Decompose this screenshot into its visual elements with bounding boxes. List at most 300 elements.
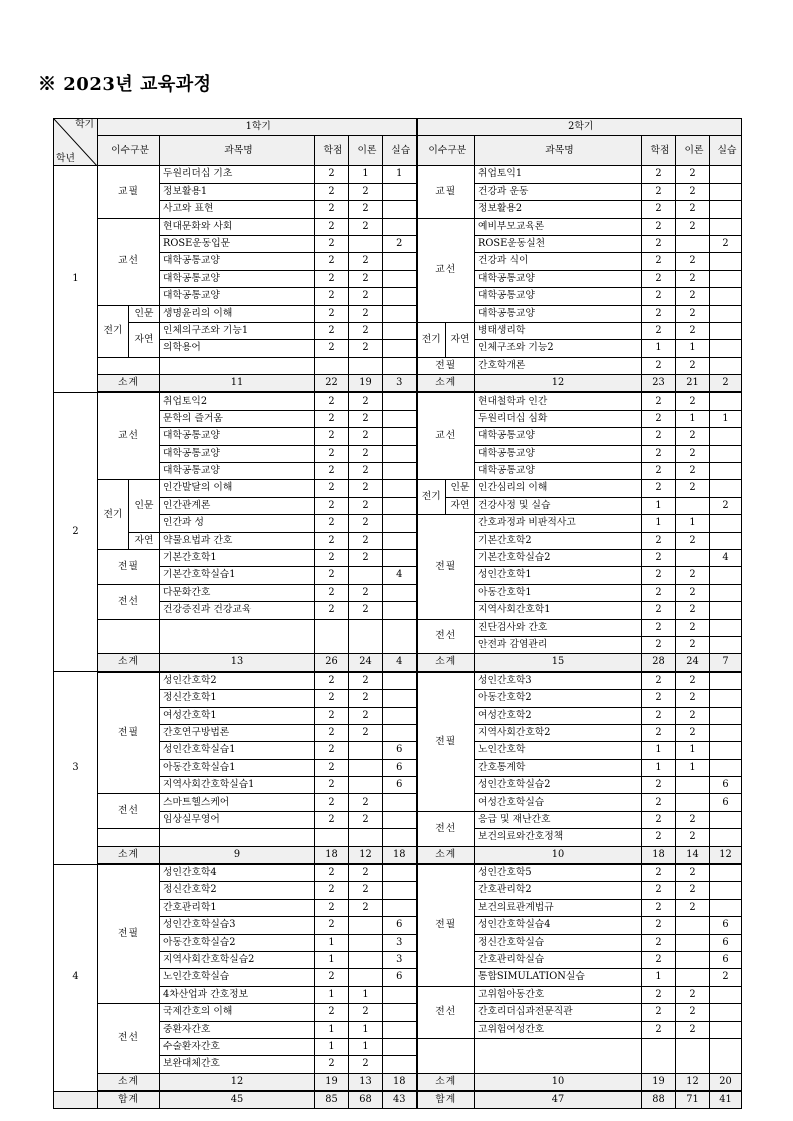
theory-value: 2 xyxy=(349,340,383,357)
subtotal-label: 소계 xyxy=(417,654,475,672)
subcategory-cell: 인문 xyxy=(129,480,160,532)
credit-value: 1 xyxy=(315,934,349,951)
total-label: 합계 xyxy=(98,1091,160,1109)
practice-value xyxy=(383,549,417,566)
theory-value: 2 xyxy=(676,672,710,690)
practice-value xyxy=(710,515,742,532)
practice-value xyxy=(383,270,417,287)
semester-1-header: 1학기 xyxy=(98,119,417,136)
empty-cell xyxy=(383,619,417,654)
table-row xyxy=(54,584,742,601)
course-name: 아동간호학실습1 xyxy=(160,759,315,776)
theory-value: 2 xyxy=(349,532,383,549)
credit-value: 2 xyxy=(315,322,349,339)
course-name: 여성간호학2 xyxy=(475,707,642,724)
subtotal-credit: 18 xyxy=(642,846,676,864)
credit-value: 2 xyxy=(315,969,349,986)
theory-value xyxy=(676,497,710,514)
credit-value: 2 xyxy=(315,917,349,934)
subcategory-cell: 자연 xyxy=(446,322,475,357)
practice-value xyxy=(710,166,742,183)
category-cell: 교선 xyxy=(98,218,160,305)
header-credit: 학점 xyxy=(315,136,349,166)
course-name: 국제간호의 이해 xyxy=(160,1004,315,1021)
course-name: 성인간호학5 xyxy=(475,864,642,882)
theory-value xyxy=(349,777,383,794)
theory-value: 2 xyxy=(676,357,710,374)
theory-value: 2 xyxy=(676,288,710,305)
credit-value: 2 xyxy=(642,445,676,462)
course-name: 여성간호학1 xyxy=(160,707,315,724)
course-name: 보건의료와간호정책 xyxy=(475,829,642,846)
total-count: 45 xyxy=(160,1091,315,1109)
theory-value xyxy=(676,917,710,934)
practice-value xyxy=(710,480,742,497)
practice-value xyxy=(710,811,742,828)
course-name: 대학공통교양 xyxy=(475,270,642,287)
course-name: 진단검사와 간호 xyxy=(475,619,642,636)
practice-value xyxy=(710,392,742,410)
subtotal-practice: 3 xyxy=(383,375,417,393)
theory-value xyxy=(676,934,710,951)
course-name: 보건의료관계법규 xyxy=(475,899,642,916)
theory-value: 2 xyxy=(676,166,710,183)
credit-value: 2 xyxy=(315,864,349,882)
course-name: 고위험아동간호 xyxy=(475,986,642,1003)
theory-value: 2 xyxy=(349,253,383,270)
credit-value: 2 xyxy=(642,811,676,828)
practice-value xyxy=(710,340,742,357)
subtotal-row xyxy=(54,375,742,393)
empty-cell xyxy=(98,357,160,374)
theory-value: 2 xyxy=(676,305,710,322)
credit-value: 2 xyxy=(642,235,676,252)
theory-value: 2 xyxy=(676,183,710,200)
empty-cell xyxy=(315,619,349,654)
practice-value xyxy=(383,428,417,445)
practice-value xyxy=(383,515,417,532)
credit-value: 2 xyxy=(642,463,676,480)
category-cell: 전필 xyxy=(417,515,475,619)
credit-value: 2 xyxy=(315,882,349,899)
theory-value: 2 xyxy=(349,218,383,235)
credit-value: 2 xyxy=(642,567,676,584)
practice-value xyxy=(383,882,417,899)
course-name: 수술환자간호 xyxy=(160,1038,315,1055)
credit-value: 1 xyxy=(642,340,676,357)
empty-cell xyxy=(315,357,349,374)
practice-value: 2 xyxy=(383,235,417,252)
theory-value: 2 xyxy=(349,672,383,690)
course-name: 대학공통교양 xyxy=(475,445,642,462)
credit-value: 2 xyxy=(315,1056,349,1073)
empty-cell xyxy=(98,829,160,846)
theory-value: 2 xyxy=(349,445,383,462)
practice-value: 2 xyxy=(710,497,742,514)
table-row xyxy=(54,672,742,690)
credit-value: 2 xyxy=(315,288,349,305)
empty-cell xyxy=(349,829,383,846)
course-name: 취업토익1 xyxy=(475,166,642,183)
course-name: 아동간호학실습2 xyxy=(160,934,315,951)
table-row xyxy=(54,794,742,811)
practice-value: 3 xyxy=(383,934,417,951)
course-name: 인간발달의 이해 xyxy=(160,480,315,497)
course-name: 건강과 식이 xyxy=(475,253,642,270)
credit-value: 2 xyxy=(642,794,676,811)
course-name: 대학공통교양 xyxy=(475,288,642,305)
credit-value: 2 xyxy=(642,619,676,636)
course-name: ROSE운동입문 xyxy=(160,235,315,252)
practice-value xyxy=(710,532,742,549)
subtotal-practice: 18 xyxy=(383,846,417,864)
empty-cell xyxy=(383,357,417,374)
credit-value: 2 xyxy=(315,811,349,828)
category-cell: 교선 xyxy=(417,218,475,322)
practice-value xyxy=(383,672,417,690)
subtotal-theory: 21 xyxy=(676,375,710,393)
course-name: 건강증진과 건강교육 xyxy=(160,602,315,619)
practice-value xyxy=(710,672,742,690)
practice-value xyxy=(383,899,417,916)
practice-value xyxy=(383,480,417,497)
subtotal-label: 소계 xyxy=(417,846,475,864)
theory-value xyxy=(349,742,383,759)
credit-value: 2 xyxy=(315,463,349,480)
practice-value: 1 xyxy=(710,410,742,427)
credit-value: 2 xyxy=(642,1004,676,1021)
theory-value: 2 xyxy=(676,322,710,339)
credit-value: 2 xyxy=(642,934,676,951)
course-name: 사고와 표현 xyxy=(160,201,315,218)
practice-value xyxy=(710,864,742,882)
total-practice: 43 xyxy=(383,1091,417,1109)
course-name: 성인간호학실습3 xyxy=(160,917,315,934)
credit-value: 2 xyxy=(315,794,349,811)
theory-value: 2 xyxy=(676,463,710,480)
course-name: 간호통계학 xyxy=(475,759,642,776)
header-practice: 실습 xyxy=(383,136,417,166)
category-cell: 전필 xyxy=(98,864,160,1004)
category-cell: 전선 xyxy=(98,794,160,829)
credit-value: 1 xyxy=(642,969,676,986)
theory-value: 2 xyxy=(349,690,383,707)
practice-value xyxy=(383,986,417,1003)
semester-2-header: 2학기 xyxy=(417,119,742,136)
theory-value: 2 xyxy=(349,882,383,899)
credit-value: 2 xyxy=(315,166,349,183)
credit-value: 1 xyxy=(315,1038,349,1055)
theory-value: 2 xyxy=(676,986,710,1003)
practice-value: 2 xyxy=(710,969,742,986)
credit-value: 2 xyxy=(315,428,349,445)
course-name: 두원리더십 심화 xyxy=(475,410,642,427)
theory-value xyxy=(676,794,710,811)
practice-value: 6 xyxy=(383,969,417,986)
page-title: ※ 2023년 교육과정 xyxy=(38,74,212,95)
subtotal-credit: 26 xyxy=(315,654,349,672)
total-label: 합계 xyxy=(417,1091,475,1109)
practice-value xyxy=(383,445,417,462)
empty-cell xyxy=(160,829,315,846)
subtotal-label: 소계 xyxy=(417,1073,475,1091)
table-row xyxy=(54,218,742,235)
theory-value: 2 xyxy=(349,584,383,601)
course-name: 인간심리의 이해 xyxy=(475,480,642,497)
practice-value xyxy=(383,532,417,549)
theory-value: 1 xyxy=(676,742,710,759)
practice-value xyxy=(710,463,742,480)
credit-value: 1 xyxy=(642,742,676,759)
credit-value: 2 xyxy=(642,602,676,619)
credit-value: 2 xyxy=(642,357,676,374)
credit-value: 2 xyxy=(315,532,349,549)
header-credit: 학점 xyxy=(642,136,676,166)
course-name: 아동간호학1 xyxy=(475,584,642,601)
course-name: 정보활용2 xyxy=(475,201,642,218)
theory-value: 2 xyxy=(349,392,383,410)
practice-value: 6 xyxy=(710,917,742,934)
credit-value: 1 xyxy=(315,951,349,968)
credit-value: 2 xyxy=(642,724,676,741)
credit-value: 2 xyxy=(315,899,349,916)
subtotal-count: 10 xyxy=(475,846,642,864)
practice-value xyxy=(383,497,417,514)
practice-value: 6 xyxy=(710,951,742,968)
table-row xyxy=(54,532,742,549)
category-cell: 전필 xyxy=(417,864,475,986)
subtotal-credit: 18 xyxy=(315,846,349,864)
course-name: 인체의구조와 기능1 xyxy=(160,322,315,339)
practice-value: 2 xyxy=(710,235,742,252)
table-row xyxy=(54,357,742,374)
course-name: 지역사회간호학1 xyxy=(475,602,642,619)
empty-cell xyxy=(383,829,417,846)
theory-value: 2 xyxy=(676,899,710,916)
credit-value: 2 xyxy=(642,917,676,934)
theory-value: 2 xyxy=(349,515,383,532)
table-row xyxy=(54,549,742,566)
course-name: 취업토익2 xyxy=(160,392,315,410)
empty-cell xyxy=(98,619,160,654)
header-practice: 실습 xyxy=(710,136,742,166)
credit-value: 2 xyxy=(642,584,676,601)
practice-value xyxy=(710,759,742,776)
header-course: 과목명 xyxy=(475,136,642,166)
practice-value xyxy=(383,811,417,828)
practice-value: 4 xyxy=(383,567,417,584)
subtotal-label: 소계 xyxy=(98,846,160,864)
credit-value: 2 xyxy=(642,1021,676,1038)
practice-value: 1 xyxy=(383,166,417,183)
subtotal-label: 소계 xyxy=(98,1073,160,1091)
course-name: 노인간호학실습 xyxy=(160,969,315,986)
total-credit: 88 xyxy=(642,1091,676,1109)
header-category: 이수구분 xyxy=(417,136,475,166)
course-name: 통합SIMULATION실습 xyxy=(475,969,642,986)
course-name: 간호관리학2 xyxy=(475,882,642,899)
credit-value: 2 xyxy=(315,584,349,601)
course-name: 약물요법과 간호 xyxy=(160,532,315,549)
credit-value: 2 xyxy=(315,724,349,741)
category-cell: 전필 xyxy=(417,672,475,812)
practice-value: 6 xyxy=(710,934,742,951)
theory-value: 2 xyxy=(676,253,710,270)
credit-value: 2 xyxy=(315,480,349,497)
subtotal-row xyxy=(54,846,742,864)
semester-axis-label: 학기 xyxy=(75,119,94,130)
table-row xyxy=(54,619,742,636)
subtotal-practice: 20 xyxy=(710,1073,742,1091)
theory-value: 2 xyxy=(349,305,383,322)
credit-value: 2 xyxy=(642,532,676,549)
theory-value: 2 xyxy=(676,584,710,601)
credit-value: 2 xyxy=(315,515,349,532)
theory-value: 1 xyxy=(349,1021,383,1038)
course-name: ROSE운동실천 xyxy=(475,235,642,252)
theory-value: 2 xyxy=(349,1056,383,1073)
practice-value xyxy=(383,322,417,339)
header-theory: 이론 xyxy=(676,136,710,166)
subcategory-cell: 자연 xyxy=(129,322,160,357)
theory-value: 2 xyxy=(676,218,710,235)
theory-value xyxy=(349,969,383,986)
subtotal-credit: 23 xyxy=(642,375,676,393)
empty-cell xyxy=(160,619,315,654)
practice-value xyxy=(383,392,417,410)
category-cell: 전기 xyxy=(98,480,129,550)
practice-value xyxy=(710,322,742,339)
credit-value: 2 xyxy=(642,166,676,183)
credit-value: 1 xyxy=(642,759,676,776)
total-row xyxy=(54,1091,742,1109)
course-name: 병태생리학 xyxy=(475,322,642,339)
table-row xyxy=(54,166,742,183)
course-name: 인간관계론 xyxy=(160,497,315,514)
practice-value xyxy=(710,218,742,235)
practice-value xyxy=(710,636,742,653)
credit-value: 2 xyxy=(315,270,349,287)
course-name: 아동간호학2 xyxy=(475,690,642,707)
credit-value: 2 xyxy=(315,690,349,707)
practice-value xyxy=(383,463,417,480)
theory-value: 1 xyxy=(676,410,710,427)
theory-value: 2 xyxy=(349,480,383,497)
credit-value: 2 xyxy=(642,288,676,305)
credit-value: 2 xyxy=(642,201,676,218)
theory-value: 2 xyxy=(676,882,710,899)
category-cell: 교필 xyxy=(417,166,475,218)
credit-value: 2 xyxy=(642,864,676,882)
credit-value: 1 xyxy=(315,1021,349,1038)
practice-value xyxy=(383,584,417,601)
credit-value: 2 xyxy=(315,445,349,462)
course-name: 안전과 감염관리 xyxy=(475,636,642,653)
category-cell: 전선 xyxy=(417,619,475,654)
practice-value xyxy=(383,864,417,882)
theory-value: 1 xyxy=(349,1038,383,1055)
empty-cell xyxy=(417,1038,475,1073)
credit-value: 2 xyxy=(315,410,349,427)
credit-value: 2 xyxy=(642,672,676,690)
practice-value xyxy=(710,1021,742,1038)
subtotal-count: 12 xyxy=(475,375,642,393)
course-name: 대학공통교양 xyxy=(475,463,642,480)
credit-value: 2 xyxy=(315,253,349,270)
course-name: 인체구조와 기능2 xyxy=(475,340,642,357)
practice-value xyxy=(383,183,417,200)
practice-value xyxy=(710,707,742,724)
subtotal-row xyxy=(54,654,742,672)
total-theory: 71 xyxy=(676,1091,710,1109)
subtotal-credit: 22 xyxy=(315,375,349,393)
category-cell: 전선 xyxy=(417,986,475,1038)
theory-value: 2 xyxy=(676,1021,710,1038)
course-name: 생명윤리의 이해 xyxy=(160,305,315,322)
year-cell: 3 xyxy=(54,672,98,864)
practice-value xyxy=(710,183,742,200)
theory-value: 2 xyxy=(676,480,710,497)
subtotal-theory: 24 xyxy=(349,654,383,672)
credit-value: 2 xyxy=(315,672,349,690)
course-name: 기본간호학2 xyxy=(475,532,642,549)
credit-value: 2 xyxy=(315,567,349,584)
course-name: 현대철학과 인간 xyxy=(475,392,642,410)
subcategory-cell: 인문 xyxy=(446,480,475,497)
credit-value: 2 xyxy=(315,602,349,619)
course-name: 정신간호학1 xyxy=(160,690,315,707)
theory-value: 2 xyxy=(676,201,710,218)
practice-value xyxy=(383,1038,417,1055)
theory-value xyxy=(349,951,383,968)
credit-value: 2 xyxy=(642,777,676,794)
empty-cell xyxy=(315,829,349,846)
empty-cell xyxy=(642,1038,676,1073)
practice-value xyxy=(710,270,742,287)
course-name: 성인간호학3 xyxy=(475,672,642,690)
subtotal-theory: 19 xyxy=(349,375,383,393)
course-name: 간호과정과 비판적사고 xyxy=(475,515,642,532)
course-name: 대학공통교양 xyxy=(160,463,315,480)
credit-value: 2 xyxy=(315,392,349,410)
course-name: 성인간호학2 xyxy=(160,672,315,690)
course-name: 중환자간호 xyxy=(160,1021,315,1038)
practice-value: 6 xyxy=(710,794,742,811)
empty-cell xyxy=(160,357,315,374)
practice-value: 6 xyxy=(710,777,742,794)
credit-value: 2 xyxy=(315,759,349,776)
theory-value xyxy=(676,549,710,566)
practice-value xyxy=(710,690,742,707)
credit-value: 2 xyxy=(315,235,349,252)
theory-value: 2 xyxy=(349,549,383,566)
course-name: 간호연구방법론 xyxy=(160,724,315,741)
theory-value: 2 xyxy=(349,1004,383,1021)
theory-value: 2 xyxy=(349,463,383,480)
subtotal-label: 소계 xyxy=(417,375,475,393)
subtotal-count: 11 xyxy=(160,375,315,393)
subcategory-cell: 자연 xyxy=(446,497,475,514)
theory-value: 2 xyxy=(349,288,383,305)
credit-value: 2 xyxy=(642,899,676,916)
theory-value xyxy=(676,235,710,252)
course-name: 지역사회간호학실습1 xyxy=(160,777,315,794)
year-cell: 2 xyxy=(54,392,98,671)
category-cell: 전필 xyxy=(98,549,160,584)
theory-value xyxy=(349,235,383,252)
theory-value: 2 xyxy=(676,636,710,653)
category-cell: 전선 xyxy=(98,584,160,619)
